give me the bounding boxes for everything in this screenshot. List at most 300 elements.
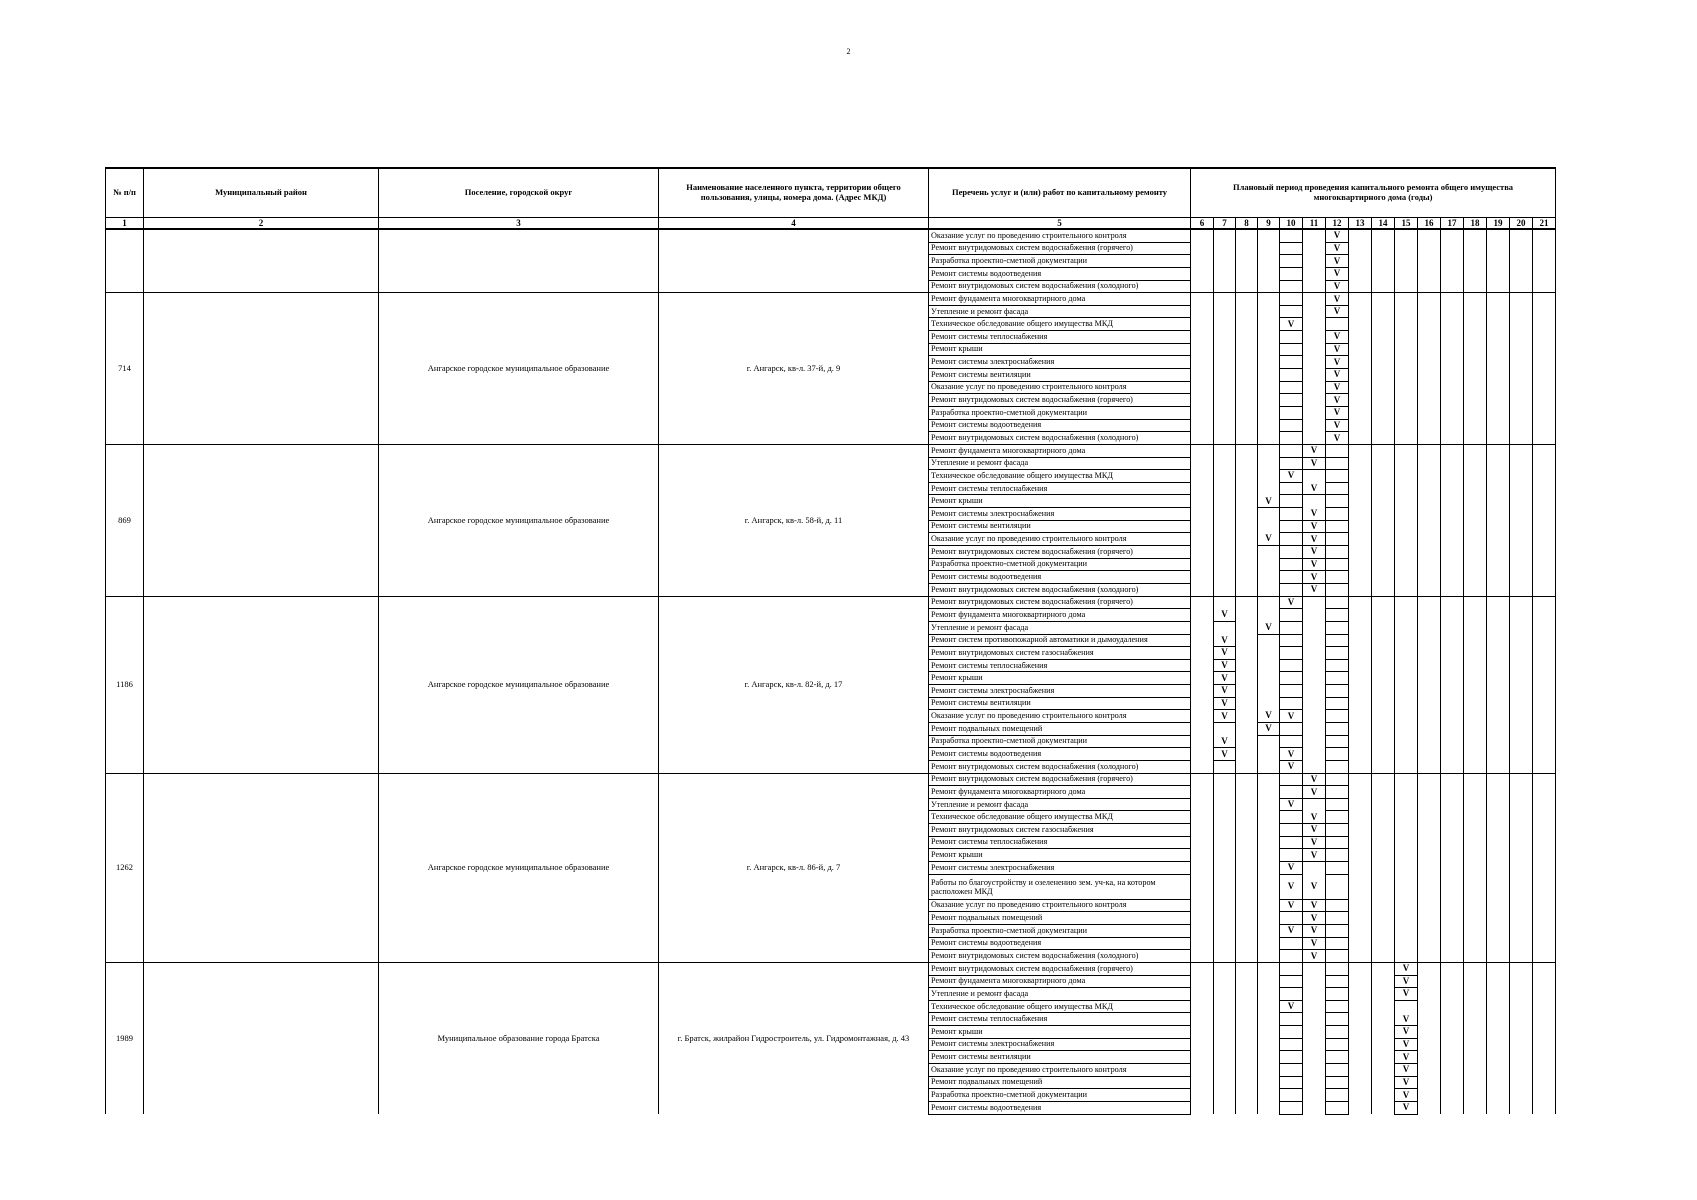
year-cell <box>1510 457 1533 470</box>
work-item: Ремонт внутридомовых систем водоснабжения (горячего) <box>929 962 1191 975</box>
year-mark: V <box>1395 1064 1418 1077</box>
year-mark: V <box>1326 356 1349 369</box>
year-cell <box>1418 558 1441 571</box>
year-mark: V <box>1303 558 1326 571</box>
year-cell <box>1191 520 1214 533</box>
work-item: Утепление и ремонт фасада <box>929 798 1191 811</box>
year-cell <box>1349 343 1372 356</box>
year-cell <box>1303 975 1326 988</box>
work-item: Ремонт системы водоотведения <box>929 267 1191 280</box>
year-cell <box>1372 1064 1395 1077</box>
year-cell <box>1464 1000 1487 1013</box>
work-item: Ремонт системы теплоснабжения <box>929 331 1191 344</box>
work-item: Ремонт системы электроснабжения <box>929 685 1191 698</box>
year-mark: V <box>1214 609 1236 622</box>
work-item: Ремонт фундамента многоквартирного дома <box>929 293 1191 306</box>
year-cell <box>1372 748 1395 761</box>
year-cell <box>1236 571 1258 584</box>
year-cell <box>1280 697 1303 710</box>
year-cell <box>1464 836 1487 849</box>
year-cell <box>1487 760 1510 773</box>
year-cell <box>1214 937 1236 950</box>
year-cell <box>1214 558 1236 571</box>
year-cell <box>1191 609 1214 622</box>
year-cell <box>1326 659 1349 672</box>
year-mark: V <box>1303 811 1326 824</box>
year-cell <box>1236 419 1258 432</box>
year-cell <box>1214 432 1236 445</box>
year-cell <box>1464 1013 1487 1026</box>
year-cell <box>1191 470 1214 483</box>
year-cell <box>1510 558 1533 571</box>
year-cell <box>1464 267 1487 280</box>
year-cell <box>1349 748 1372 761</box>
work-item: Ремонт системы вентиляции <box>929 1051 1191 1064</box>
work-item: Утепление и ремонт фасада <box>929 305 1191 318</box>
row-number: 1989 <box>106 962 144 1114</box>
year-cell <box>1464 1076 1487 1089</box>
year-cell <box>1280 533 1303 546</box>
year-cell <box>1487 482 1510 495</box>
year-cell <box>1191 937 1214 950</box>
year-cell <box>1349 659 1372 672</box>
year-cell <box>1510 255 1533 268</box>
year-cell <box>1236 470 1258 483</box>
year-cell <box>1191 369 1214 382</box>
year-cell <box>1191 571 1214 584</box>
year-cell <box>1418 874 1441 899</box>
year-cell <box>1372 432 1395 445</box>
year-cell <box>1487 255 1510 268</box>
year-cell <box>1395 267 1418 280</box>
year-cell <box>1258 811 1280 824</box>
year-cell <box>1191 280 1214 293</box>
year-cell <box>1326 1000 1349 1013</box>
year-cell <box>1326 1089 1349 1102</box>
year-cell <box>1372 735 1395 748</box>
year-cell <box>1510 735 1533 748</box>
year-cell <box>1441 988 1464 1001</box>
year-cell <box>1510 609 1533 622</box>
year-cell <box>1418 924 1441 937</box>
year-cell <box>1441 1013 1464 1026</box>
year-cell <box>1487 798 1510 811</box>
year-cell <box>1258 1051 1280 1064</box>
year-cell <box>1258 381 1280 394</box>
year-mark: V <box>1280 710 1303 723</box>
year-cell <box>1441 672 1464 685</box>
year-cell <box>1258 369 1280 382</box>
year-cell <box>1418 836 1441 849</box>
work-item: Ремонт крыши <box>929 672 1191 685</box>
year-cell <box>1464 558 1487 571</box>
year-cell <box>1280 937 1303 950</box>
year-cell <box>1464 874 1487 899</box>
column-number: 10 <box>1280 218 1303 230</box>
year-cell <box>1191 558 1214 571</box>
column-number: 13 <box>1349 218 1372 230</box>
year-cell <box>1418 659 1441 672</box>
year-mark: V <box>1395 1076 1418 1089</box>
year-cell <box>1326 722 1349 735</box>
year-cell <box>1372 381 1395 394</box>
table-row <box>106 293 1556 306</box>
year-cell <box>1191 1013 1214 1026</box>
year-cell <box>1349 255 1372 268</box>
year-cell <box>1280 394 1303 407</box>
year-cell <box>1510 937 1533 950</box>
year-cell <box>1510 331 1533 344</box>
year-cell <box>1303 432 1326 445</box>
year-cell <box>1441 1089 1464 1102</box>
year-cell <box>1533 255 1556 268</box>
year-cell <box>1533 786 1556 799</box>
year-mark: V <box>1395 988 1418 1001</box>
year-cell <box>1533 912 1556 925</box>
year-cell <box>1487 331 1510 344</box>
year-cell <box>1236 912 1258 925</box>
year-cell <box>1280 849 1303 862</box>
year-cell <box>1303 394 1326 407</box>
year-cell <box>1372 267 1395 280</box>
column-number: 1 <box>106 218 144 230</box>
year-cell <box>1533 609 1556 622</box>
year-cell <box>1372 950 1395 963</box>
year-cell <box>1418 811 1441 824</box>
year-cell <box>1372 912 1395 925</box>
year-cell <box>1441 343 1464 356</box>
year-cell <box>1487 444 1510 457</box>
year-cell <box>1326 457 1349 470</box>
column-number: 20 <box>1510 218 1533 230</box>
year-cell <box>1258 394 1280 407</box>
work-item: Ремонт внутридомовых систем газоснабжения <box>929 824 1191 837</box>
year-cell <box>1487 697 1510 710</box>
year-cell <box>1441 1051 1464 1064</box>
work-item: Разработка проектно-сметной документации <box>929 406 1191 419</box>
year-mark: V <box>1280 924 1303 937</box>
year-cell <box>1326 672 1349 685</box>
year-cell <box>1418 482 1441 495</box>
year-cell <box>1258 697 1280 710</box>
column-number: 6 <box>1191 218 1214 230</box>
year-cell <box>1533 824 1556 837</box>
year-cell <box>1533 583 1556 596</box>
year-cell <box>1236 899 1258 912</box>
year-cell <box>1441 482 1464 495</box>
year-cell <box>1418 1064 1441 1077</box>
year-cell <box>1258 508 1280 521</box>
year-cell <box>1326 609 1349 622</box>
year-cell <box>1533 722 1556 735</box>
year-cell <box>1191 672 1214 685</box>
year-cell <box>1487 381 1510 394</box>
year-cell <box>1303 685 1326 698</box>
year-cell <box>1464 583 1487 596</box>
year-cell <box>1236 748 1258 761</box>
year-cell <box>1280 331 1303 344</box>
year-cell <box>1510 798 1533 811</box>
year-cell <box>1464 369 1487 382</box>
year-cell <box>1441 1000 1464 1013</box>
year-cell <box>1236 331 1258 344</box>
year-cell <box>1395 748 1418 761</box>
year-cell <box>1236 558 1258 571</box>
year-cell <box>1236 1026 1258 1039</box>
year-cell <box>1487 672 1510 685</box>
year-cell <box>1533 735 1556 748</box>
year-cell <box>1441 495 1464 508</box>
header-row <box>106 168 1556 218</box>
year-cell <box>1464 647 1487 660</box>
work-item: Ремонт системы водоотведения <box>929 571 1191 584</box>
year-cell <box>1418 975 1441 988</box>
year-cell <box>1236 786 1258 799</box>
year-cell <box>1441 558 1464 571</box>
year-cell <box>1533 760 1556 773</box>
year-cell <box>1236 533 1258 546</box>
year-cell <box>1349 406 1372 419</box>
year-cell <box>1236 735 1258 748</box>
year-cell <box>1349 760 1372 773</box>
work-item: Ремонт фундамента многоквартирного дома <box>929 786 1191 799</box>
year-cell <box>1510 912 1533 925</box>
year-cell <box>1349 546 1372 559</box>
year-cell <box>1395 571 1418 584</box>
year-cell <box>1441 912 1464 925</box>
year-cell <box>1464 659 1487 672</box>
year-cell <box>1349 899 1372 912</box>
year-cell <box>1280 672 1303 685</box>
year-cell <box>1418 950 1441 963</box>
work-item: Ремонт внутридомовых систем водоснабжения (холодного) <box>929 583 1191 596</box>
year-cell <box>1395 255 1418 268</box>
year-cell <box>1191 394 1214 407</box>
year-cell <box>1395 343 1418 356</box>
year-cell <box>1258 899 1280 912</box>
year-cell <box>1372 255 1395 268</box>
year-cell <box>1236 495 1258 508</box>
year-cell <box>1349 267 1372 280</box>
year-cell <box>1214 1000 1236 1013</box>
year-cell <box>1533 1038 1556 1051</box>
district-cell <box>144 229 379 293</box>
year-cell <box>1533 962 1556 975</box>
year-cell <box>1303 672 1326 685</box>
year-cell <box>1349 508 1372 521</box>
year-cell <box>1349 975 1372 988</box>
year-cell <box>1510 305 1533 318</box>
year-cell <box>1280 1089 1303 1102</box>
year-cell <box>1303 596 1326 609</box>
year-cell <box>1280 305 1303 318</box>
year-cell <box>1487 685 1510 698</box>
year-cell <box>1191 874 1214 899</box>
year-cell <box>1303 318 1326 331</box>
year-cell <box>1418 343 1441 356</box>
year-cell <box>1303 356 1326 369</box>
year-cell <box>1510 1013 1533 1026</box>
year-cell <box>1464 533 1487 546</box>
year-cell <box>1372 849 1395 862</box>
year-cell <box>1441 406 1464 419</box>
year-cell <box>1510 343 1533 356</box>
year-cell <box>1441 533 1464 546</box>
year-cell <box>1191 255 1214 268</box>
year-cell <box>1258 912 1280 925</box>
year-cell <box>1349 912 1372 925</box>
year-cell <box>1441 318 1464 331</box>
year-cell <box>1349 722 1372 735</box>
page-number: 2 <box>846 47 851 56</box>
row-number: 869 <box>106 444 144 596</box>
year-cell <box>1533 520 1556 533</box>
year-cell <box>1258 267 1280 280</box>
year-cell <box>1418 1013 1441 1026</box>
year-cell <box>1326 634 1349 647</box>
year-cell <box>1418 760 1441 773</box>
year-cell <box>1214 318 1236 331</box>
year-cell <box>1395 381 1418 394</box>
year-cell <box>1487 609 1510 622</box>
year-cell <box>1418 748 1441 761</box>
year-cell <box>1533 1064 1556 1077</box>
year-mark: V <box>1280 470 1303 483</box>
work-item: Утепление и ремонт фасада <box>929 457 1191 470</box>
year-cell <box>1326 773 1349 786</box>
year-cell <box>1418 798 1441 811</box>
year-cell <box>1533 267 1556 280</box>
year-cell <box>1487 748 1510 761</box>
year-cell <box>1487 394 1510 407</box>
year-cell <box>1464 937 1487 950</box>
year-cell <box>1326 1013 1349 1026</box>
column-number: 14 <box>1372 218 1395 230</box>
year-mark: V <box>1214 748 1236 761</box>
year-cell <box>1464 609 1487 622</box>
year-cell <box>1349 381 1372 394</box>
year-cell <box>1303 798 1326 811</box>
year-cell <box>1191 533 1214 546</box>
year-cell <box>1258 609 1280 622</box>
year-cell <box>1464 381 1487 394</box>
year-cell <box>1487 710 1510 723</box>
work-item: Ремонт системы вентиляции <box>929 369 1191 382</box>
year-cell <box>1441 950 1464 963</box>
year-cell <box>1258 798 1280 811</box>
year-mark: V <box>1214 697 1236 710</box>
work-item: Оказание услуг по проведению строительного контроля <box>929 1064 1191 1077</box>
year-cell <box>1533 406 1556 419</box>
year-cell <box>1372 419 1395 432</box>
year-cell <box>1395 419 1418 432</box>
year-cell <box>1487 280 1510 293</box>
year-mark: V <box>1214 710 1236 723</box>
year-cell <box>1418 356 1441 369</box>
year-cell <box>1372 786 1395 799</box>
year-cell <box>1326 836 1349 849</box>
header-works: Перечень услуг и (или) работ по капитальному ремонту <box>929 168 1191 218</box>
table-row <box>106 773 1556 786</box>
year-cell <box>1191 1076 1214 1089</box>
column-number: 15 <box>1395 218 1418 230</box>
year-cell <box>1258 343 1280 356</box>
year-cell <box>1214 760 1236 773</box>
year-cell <box>1258 1026 1280 1039</box>
year-cell <box>1280 558 1303 571</box>
year-cell <box>1372 836 1395 849</box>
year-cell <box>1533 1026 1556 1039</box>
year-cell <box>1464 419 1487 432</box>
year-cell <box>1533 482 1556 495</box>
year-cell <box>1191 773 1214 786</box>
year-cell <box>1533 293 1556 306</box>
year-cell <box>1510 444 1533 457</box>
year-mark: V <box>1326 406 1349 419</box>
year-cell <box>1418 735 1441 748</box>
work-item: Оказание услуг по проведению строительного контроля <box>929 899 1191 912</box>
year-cell <box>1487 849 1510 862</box>
year-cell <box>1441 369 1464 382</box>
year-cell <box>1191 432 1214 445</box>
year-cell <box>1372 495 1395 508</box>
year-cell <box>1372 305 1395 318</box>
work-item: Ремонт системы вентиляции <box>929 520 1191 533</box>
year-cell <box>1191 305 1214 318</box>
year-cell <box>1280 255 1303 268</box>
year-cell <box>1464 318 1487 331</box>
year-cell <box>1372 609 1395 622</box>
year-cell <box>1464 824 1487 837</box>
year-cell <box>1214 849 1236 862</box>
year-cell <box>1236 444 1258 457</box>
column-number: 4 <box>659 218 929 230</box>
year-mark: V <box>1303 482 1326 495</box>
year-cell <box>1533 811 1556 824</box>
year-cell <box>1533 1101 1556 1114</box>
year-cell <box>1533 571 1556 584</box>
column-number: 19 <box>1487 218 1510 230</box>
year-cell <box>1533 495 1556 508</box>
year-cell <box>1510 1076 1533 1089</box>
year-cell <box>1395 849 1418 862</box>
year-cell <box>1487 305 1510 318</box>
year-cell <box>1258 634 1280 647</box>
year-cell <box>1214 1076 1236 1089</box>
year-cell <box>1372 773 1395 786</box>
year-cell <box>1441 1064 1464 1077</box>
year-cell <box>1533 647 1556 660</box>
column-number: 7 <box>1214 218 1236 230</box>
year-cell <box>1326 1076 1349 1089</box>
column-number: 5 <box>929 218 1191 230</box>
year-cell <box>1349 672 1372 685</box>
year-cell <box>1441 280 1464 293</box>
year-cell <box>1510 975 1533 988</box>
year-cell <box>1372 697 1395 710</box>
year-cell <box>1441 647 1464 660</box>
year-cell <box>1191 318 1214 331</box>
year-cell <box>1510 495 1533 508</box>
year-cell <box>1487 773 1510 786</box>
year-cell <box>1441 899 1464 912</box>
year-cell <box>1510 634 1533 647</box>
year-cell <box>1258 470 1280 483</box>
year-cell <box>1372 874 1395 899</box>
settlement-cell: Ангарское городское муниципальное образование <box>379 444 659 596</box>
year-cell <box>1326 1026 1349 1039</box>
year-cell <box>1487 1089 1510 1102</box>
